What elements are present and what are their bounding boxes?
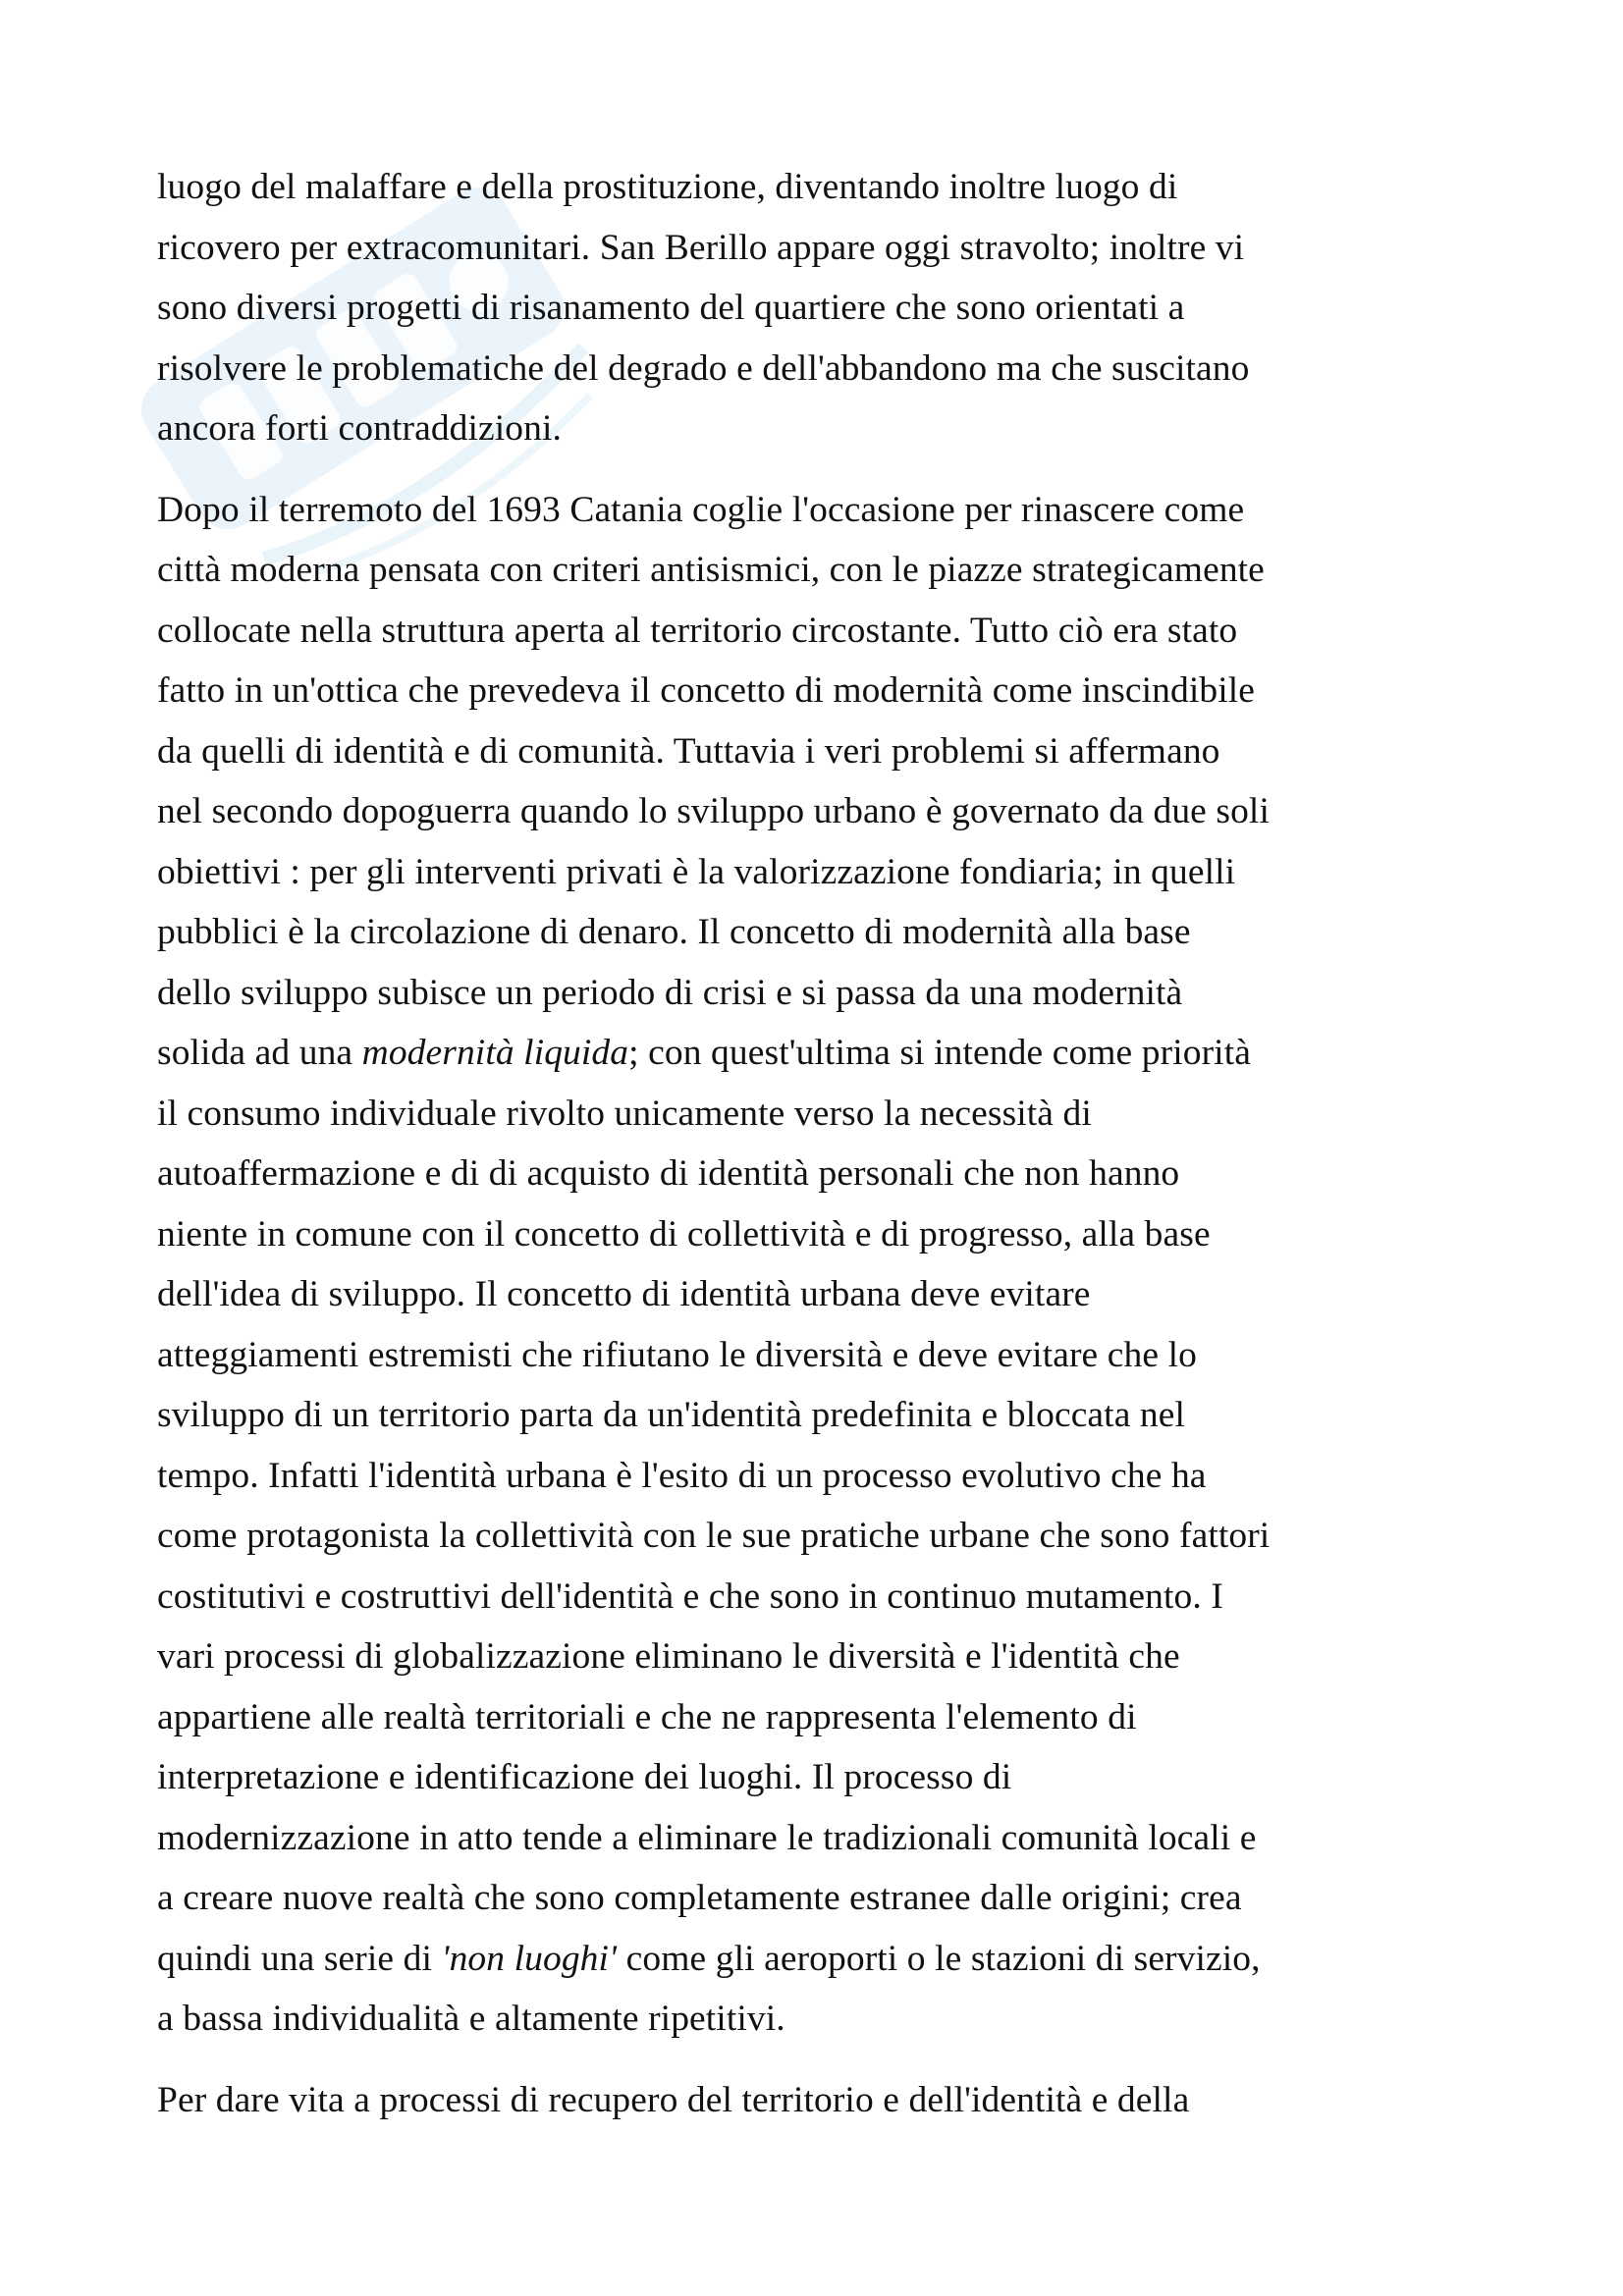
text-segment: vari processi di globalizzazione eliminano le diversità e l'identità che xyxy=(157,1636,1180,1677)
text-segment: a creare nuove realtà che sono completamente estranee dalle origini; crea xyxy=(157,1878,1242,1918)
text-line xyxy=(157,1929,1492,1990)
text-line xyxy=(157,1446,1492,1507)
text-segment: interpretazione e identificazione dei luoghi. Il processo di xyxy=(157,1757,1012,1797)
text-line xyxy=(157,218,1492,279)
text-line xyxy=(157,661,1492,721)
text-line xyxy=(157,1687,1492,1748)
text-segment: solida ad una xyxy=(157,1033,362,1073)
text-segment: fatto in un'ottica che prevedeva il concetto di modernità come inscindibile xyxy=(157,670,1256,711)
text-line xyxy=(157,2070,1492,2131)
text-line xyxy=(157,1084,1492,1145)
text-line xyxy=(157,1567,1492,1628)
text-line xyxy=(157,902,1492,963)
text-line xyxy=(157,1989,1492,2050)
text-line xyxy=(157,339,1492,400)
text-segment: a bassa individualità e altamente ripetitivi. xyxy=(157,1999,785,2039)
text-segment: sviluppo di un territorio parta da un'identità predefinita e bloccata nel xyxy=(157,1395,1186,1435)
text-segment: ; con quest'ultima si intende come priorità xyxy=(628,1033,1251,1073)
text-segment: atteggiamenti estremisti che rifiutano le diversità e deve evitare che lo xyxy=(157,1334,1197,1375)
text-line xyxy=(157,1204,1492,1265)
text-line xyxy=(157,157,1492,218)
text-segment: collocate nella struttura aperta al territorio circostante. Tutto ciò era stato xyxy=(157,610,1238,651)
text-segment: città moderna pensata con criteri antisismici, con le piazze strategicamente xyxy=(157,550,1265,590)
text-line xyxy=(157,1325,1492,1386)
text-segment: dell'idea di sviluppo. Il concetto di identità urbana deve evitare xyxy=(157,1274,1091,1314)
text-segment: Dopo il terremoto del 1693 Catania coglie l'occasione per rinascere come xyxy=(157,489,1245,530)
text-line xyxy=(157,721,1492,782)
text-segment: tempo. Infatti l'identità urbana è l'esito di un processo evolutivo che ha xyxy=(157,1455,1207,1496)
text-segment: niente in comune con il concetto di collettività e di progresso, alla base xyxy=(157,1213,1211,1255)
text-line xyxy=(157,1023,1492,1084)
text-segment: dello sviluppo subisce un periodo di crisi e si passa da una modernità xyxy=(157,972,1183,1013)
text-line xyxy=(157,278,1492,339)
text-line xyxy=(157,1264,1492,1325)
paragraph-gap xyxy=(157,459,1492,480)
text-line xyxy=(157,1385,1492,1446)
text-line xyxy=(157,842,1492,903)
text-line xyxy=(157,399,1492,459)
document-text xyxy=(157,157,1492,2130)
text-segment: nel secondo dopoguerra quando lo sviluppo urbano è governato da due soli xyxy=(157,791,1270,831)
text-segment: obiettivi : per gli interventi privati è la valorizzazione fondiaria; in quelli xyxy=(157,851,1236,892)
paragraph-gap xyxy=(157,2050,1492,2070)
text-line xyxy=(157,781,1492,842)
text-segment: risolvere le problematiche del degrado e dell'abbandono ma che suscitano xyxy=(157,347,1250,389)
text-segment: come gli aeroporti o le stazioni di servizio, xyxy=(617,1938,1261,1979)
text-line xyxy=(157,1627,1492,1687)
text-line xyxy=(157,963,1492,1024)
text-segment: modernizzazione in atto tende a eliminare le tradizionali comunità locali e xyxy=(157,1817,1257,1858)
text-segment: costitutivi e costruttivi dell'identità e che sono in continuo mutamento. I xyxy=(157,1575,1223,1617)
paragraph xyxy=(157,157,1492,459)
text-segment: sono diversi progetti di risanamento del quartiere che sono orientati a xyxy=(157,288,1185,328)
text-segment: ricovero per extracomunitari. San Berillo appare oggi stravolto; inoltre vi xyxy=(157,227,1245,268)
text-line xyxy=(157,480,1492,541)
text-line xyxy=(157,1506,1492,1567)
text-line xyxy=(157,540,1492,601)
text-line xyxy=(157,1747,1492,1808)
text-line xyxy=(157,601,1492,662)
paragraph xyxy=(157,2070,1492,2131)
text-segment: da quelli di identità e di comunità. Tuttavia i veri problemi si affermano xyxy=(157,730,1220,772)
paragraph xyxy=(157,480,1492,2050)
italic-text: 'non luoghi' xyxy=(441,1938,618,1979)
text-segment: quindi una serie di xyxy=(157,1938,442,1979)
text-segment: appartiene alle realtà territoriali e che ne rappresenta l'elemento di xyxy=(157,1696,1137,1737)
text-segment: il consumo individuale rivolto unicamente verso la necessità di xyxy=(157,1093,1092,1134)
text-line xyxy=(157,1144,1492,1204)
italic-text: modernità liquida xyxy=(361,1033,629,1073)
text-segment: Per dare vita a processi di recupero del territorio e dell'identità e della xyxy=(157,2079,1190,2120)
text-segment: ancora forti contraddizioni. xyxy=(157,408,563,449)
text-segment: autoaffermazione e di di acquisto di identità personali che non hanno xyxy=(157,1153,1180,1194)
text-line xyxy=(157,1808,1492,1869)
text-segment: luogo del malaffare e della prostituzione, diventando inoltre luogo di xyxy=(157,167,1178,207)
text-segment: come protagonista la collettività con le sue pratiche urbane che sono fattori xyxy=(157,1516,1271,1556)
text-segment: pubblici è la circolazione di denaro. Il concetto di modernità alla base xyxy=(157,912,1191,952)
text-line xyxy=(157,1868,1492,1929)
